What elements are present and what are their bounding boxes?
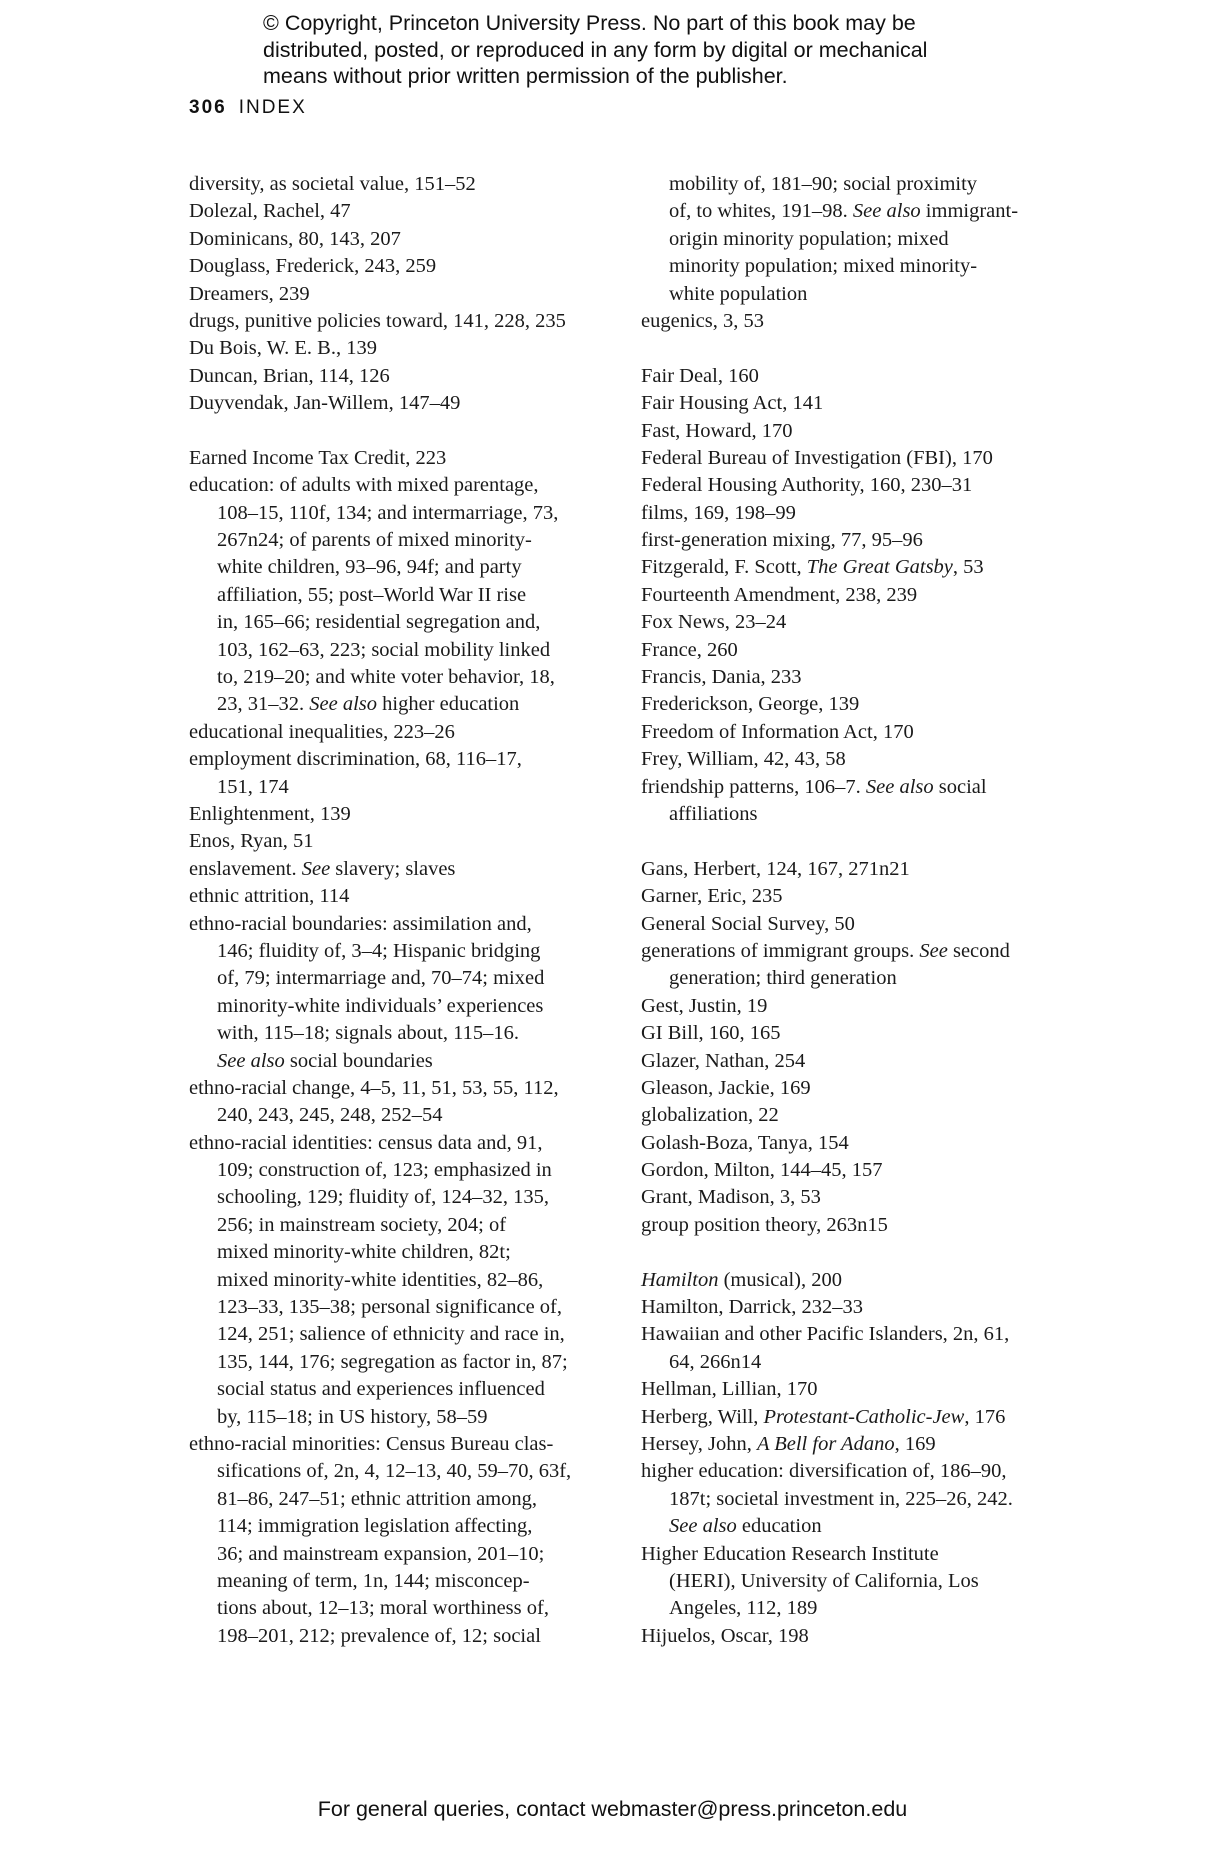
- index-entry: Golash-Boza, Tanya, 154: [641, 1131, 849, 1154]
- footer-contact: For general queries, contact webmaster@press.princeton.edu: [317, 1797, 908, 1821]
- index-entry-continuation: 114; immigration legislation affecting,: [217, 1515, 533, 1538]
- index-entry: ethno-racial identities: census data and, 91,: [189, 1131, 543, 1154]
- index-entry: ethnic attrition, 114: [189, 885, 350, 908]
- index-entry: Higher Education Research Institute: [641, 1542, 939, 1565]
- index-entry: Gleason, Jackie, 169: [641, 1076, 811, 1099]
- index-entry: Francis, Dania, 233: [641, 666, 802, 689]
- index-entry: Fox News, 23–24: [641, 611, 787, 634]
- index-entry: Fair Deal, 160: [641, 364, 759, 387]
- index-letter-gap: [641, 828, 1081, 855]
- index-entry: France, 260: [641, 638, 738, 661]
- index-entry: Enlightenment, 139: [189, 802, 351, 825]
- copyright-line: distributed, posted, or reproduced in any form by digital or mechanical: [263, 37, 928, 62]
- index-entry: generations of immigrant groups. See second: [641, 939, 1010, 962]
- index-entry-continuation: 187t; societal investment in, 225–26, 242.: [669, 1487, 1013, 1510]
- index-letter-gap: [641, 1239, 1081, 1266]
- index-entry: General Social Survey, 50: [641, 912, 855, 935]
- index-entry-continuation: 124, 251; salience of ethnicity and race in,: [217, 1323, 565, 1346]
- index-entry-continuation: to, 219–20; and white voter behavior, 18,: [217, 666, 555, 689]
- index-entry: Gest, Justin, 19: [641, 994, 768, 1017]
- index-entry-continuation: 151, 174: [217, 775, 289, 798]
- index-entry-continuation: 135, 144, 176; segregation as factor in, 87;: [217, 1350, 568, 1373]
- index-entry-continuation: of, 79; intermarriage and, 70–74; mixed: [217, 967, 545, 990]
- index-entry: higher education: diversification of, 186–90,: [641, 1460, 1007, 1483]
- index-entry: Dolezal, Rachel, 47: [189, 200, 351, 223]
- running-head: [189, 97, 307, 119]
- index-entry: globalization, 22: [641, 1104, 779, 1127]
- index-entry-continuation: (HERI), University of California, Los: [669, 1569, 979, 1592]
- index-entry: Fast, Howard, 170: [641, 419, 793, 442]
- index-entry-continuation: 64, 266n14: [669, 1350, 762, 1373]
- index-entry: Dominicans, 80, 143, 207: [189, 227, 401, 250]
- index-entry-continuation: 267n24; of parents of mixed minority-: [217, 529, 532, 552]
- index-entry-continuation: 256; in mainstream society, 204; of: [217, 1213, 507, 1236]
- index-entry: diversity, as societal value, 151–52: [189, 173, 476, 195]
- index-entry-continuation: See also education: [669, 1515, 822, 1538]
- index-entry: Federal Housing Authority, 160, 230–31: [641, 474, 973, 497]
- index-entry: Fourteenth Amendment, 238, 239: [641, 583, 918, 606]
- index-entry: drugs, punitive policies toward, 141, 228, 235: [189, 309, 566, 332]
- index-entry-continuation: 198–201, 212; prevalence of, 12; social: [217, 1624, 541, 1647]
- index-entry: Fitzgerald, F. Scott, The Great Gatsby, 53: [641, 556, 984, 579]
- index-entry: Du Bois, W. E. B., 139: [189, 337, 377, 360]
- index-entry: GI Bill, 160, 165: [641, 1022, 781, 1045]
- index-entry-continuation: origin minority population; mixed: [669, 227, 949, 250]
- index-entry-continuation: generation; third generation: [669, 967, 897, 990]
- index-entry-continuation: affiliations: [669, 802, 758, 825]
- copyright-notice: [263, 10, 1023, 90]
- index-entry-continuation: tions about, 12–13; moral worthiness of,: [217, 1597, 549, 1620]
- index-entry: Glazer, Nathan, 254: [641, 1049, 806, 1072]
- index-entry-continuation: 81–86, 247–51; ethnic attrition among,: [217, 1487, 537, 1510]
- index-entry-continuation: mixed minority-white identities, 82–86,: [217, 1268, 544, 1291]
- index-entry: Federal Bureau of Investigation (FBI), 170: [641, 446, 993, 469]
- index-letter-gap: [641, 335, 1081, 362]
- index-entry-continuation: Angeles, 112, 189: [669, 1597, 818, 1620]
- index-entry: Fair Housing Act, 141: [641, 392, 824, 415]
- index-entry: Freedom of Information Act, 170: [641, 720, 914, 743]
- index-entry-continuation: 123–33, 135–38; personal significance of,: [217, 1296, 563, 1319]
- index-entry: Hamilton (musical), 200: [641, 1268, 842, 1291]
- index-entry-continuation: with, 115–18; signals about, 115–16.: [217, 1022, 519, 1045]
- index-entry-continuation: white population: [669, 282, 808, 305]
- index-entry-continuation: social status and experiences influenced: [217, 1378, 545, 1401]
- index-entry: Frederickson, George, 139: [641, 693, 860, 716]
- index-entry: ethno-racial minorities: Census Bureau clas-: [189, 1432, 554, 1455]
- index-entry-continuation: by, 115–18; in US history, 58–59: [217, 1405, 488, 1428]
- index-entry: Dreamers, 239: [189, 282, 310, 305]
- copyright-line: © Copyright, Princeton University Press. No part of this book may be: [263, 11, 916, 35]
- index-entry: friendship patterns, 106–7. See also social: [641, 775, 987, 798]
- index-entry-continuation: white children, 93–96, 94f; and party: [217, 556, 522, 579]
- index-entry: group position theory, 263n15: [641, 1213, 888, 1236]
- index-entry: Hawaiian and other Pacific Islanders, 2n, 61,: [641, 1323, 1010, 1346]
- index-entry-continuation: mobility of, 181–90; social proximity: [669, 173, 978, 195]
- index-entry: ethno-racial boundaries: assimilation and,: [189, 912, 532, 935]
- index-entry-continuation: 146; fluidity of, 3–4; Hispanic bridging: [217, 939, 541, 962]
- index-entry: Douglass, Frederick, 243, 259: [189, 255, 437, 278]
- index-entry: Hellman, Lillian, 170: [641, 1378, 818, 1401]
- index-entry: enslavement. See slavery; slaves: [189, 857, 456, 880]
- index-entry-continuation: schooling, 129; fluidity of, 124–32, 135,: [217, 1186, 549, 1209]
- index-entry: eugenics, 3, 53: [641, 309, 764, 332]
- index-entry: education: of adults with mixed parentage,: [189, 474, 539, 497]
- index-entry-continuation: minority-white individuals’ experiences: [217, 994, 544, 1017]
- index-entry-continuation: sifications of, 2n, 4, 12–13, 40, 59–70, 63f,: [217, 1460, 572, 1483]
- index-entry-continuation: mixed minority-white children, 82t;: [217, 1241, 511, 1264]
- index-column-right: [641, 171, 1081, 1650]
- index-entry: Frey, William, 42, 43, 58: [641, 748, 846, 771]
- section-title: INDEX: [238, 97, 307, 118]
- index-entry: Herberg, Will, Protestant-Catholic-Jew, 176: [641, 1405, 1006, 1428]
- index-entry-continuation: 36; and mainstream expansion, 201–10;: [217, 1542, 545, 1565]
- index-entry: Earned Income Tax Credit, 223: [189, 446, 447, 469]
- index-entry-continuation: 109; construction of, 123; emphasized in: [217, 1159, 552, 1182]
- index-entry-continuation: 103, 162–63, 223; social mobility linked: [217, 638, 551, 661]
- index-entry: Hamilton, Darrick, 232–33: [641, 1296, 864, 1319]
- copyright-line: means without prior written permission of the publisher.: [263, 64, 788, 88]
- index-entry-continuation: 23, 31–32. See also higher education: [217, 693, 520, 716]
- index-entry-continuation: See also social boundaries: [217, 1049, 433, 1072]
- index-entry: employment discrimination, 68, 116–17,: [189, 748, 522, 771]
- index-entry-continuation: 108–15, 110f, 134; and intermarriage, 73,: [217, 501, 559, 524]
- index-entry-continuation: affiliation, 55; post–World War II rise: [217, 583, 527, 606]
- index-entry-continuation: in, 165–66; residential segregation and,: [217, 611, 541, 634]
- index-entry-continuation: meaning of term, 1n, 144; misconcep-: [217, 1569, 530, 1592]
- index-entry: Garner, Eric, 235: [641, 885, 783, 908]
- index-entry: Duyvendak, Jan-Willem, 147–49: [189, 392, 461, 415]
- index-entry: films, 169, 198–99: [641, 501, 796, 524]
- index-entry: educational inequalities, 223–26: [189, 720, 455, 743]
- index-entry: Hijuelos, Oscar, 198: [641, 1624, 809, 1647]
- index-letter-gap: [189, 418, 629, 445]
- index-entry: Grant, Madison, 3, 53: [641, 1186, 821, 1209]
- index-entry-continuation: of, to whites, 191–98. See also immigrant-: [669, 200, 1019, 223]
- index-entry-continuation: minority population; mixed minority-: [669, 255, 978, 278]
- index-entry: Enos, Ryan, 51: [189, 830, 314, 853]
- index-entry: first-generation mixing, 77, 95–96: [641, 529, 923, 552]
- index-column-left: [189, 171, 629, 1650]
- index-entry: Duncan, Brian, 114, 126: [189, 364, 390, 387]
- index-entry: Gordon, Milton, 144–45, 157: [641, 1159, 883, 1182]
- index-entry: ethno-racial change, 4–5, 11, 51, 53, 55, 112,: [189, 1076, 559, 1099]
- page-number: 306: [189, 97, 227, 118]
- index-entry-continuation: 240, 243, 245, 248, 252–54: [217, 1104, 443, 1127]
- index-entry: Hersey, John, A Bell for Adano, 169: [641, 1432, 936, 1455]
- index-entry: Gans, Herbert, 124, 167, 271n21: [641, 857, 910, 880]
